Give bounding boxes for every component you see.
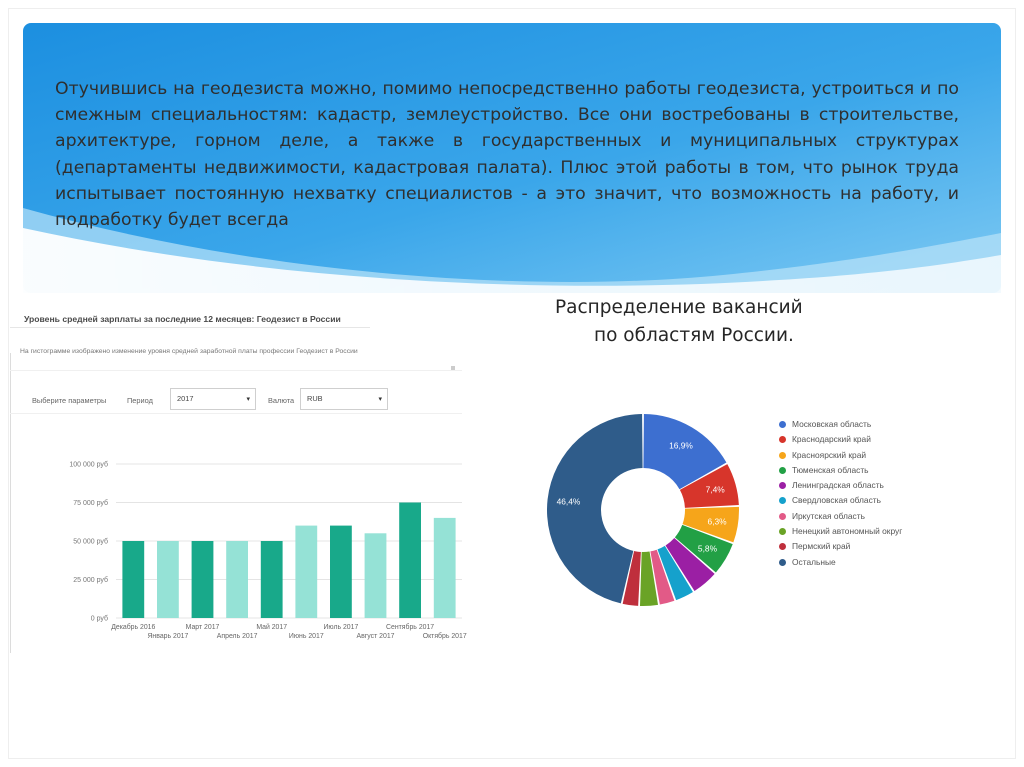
vacancy-chart-title	[555, 294, 855, 350]
vacancy-legend	[776, 419, 906, 572]
legend-label: Ненецкий автономный округ	[792, 526, 903, 537]
x-tick-label: Декабрь 2016	[111, 624, 156, 631]
slice-label: 46,4%	[556, 496, 581, 507]
salary-bar	[261, 541, 283, 618]
x-tick-label: Май 2017	[256, 624, 288, 631]
chevron-down-icon: ▾	[246, 396, 250, 403]
period-label: Период	[127, 396, 153, 405]
legend-item	[776, 480, 906, 491]
y-tick-label: 25 000 руб	[73, 577, 108, 584]
x-tick-label: Январь 2017	[147, 633, 189, 640]
salary-bar	[330, 526, 352, 618]
legend-label: Свердловская область	[792, 495, 881, 506]
x-tick-label: Апрель 2017	[216, 633, 258, 640]
salary-bar	[295, 526, 317, 618]
donut-slice	[547, 414, 643, 603]
legend-item	[776, 511, 906, 522]
y-tick-label: 50 000 руб	[73, 538, 108, 546]
x-tick-label: Октябрь 2017	[422, 633, 467, 640]
slice-label: 7,4%	[705, 484, 725, 495]
slice-label: 6,3%	[707, 516, 727, 527]
vacancy-title-line-2: по областям России.	[594, 325, 794, 346]
salary-bar	[226, 541, 248, 618]
legend-swatch	[779, 543, 786, 550]
slice-label: 16,9%	[669, 440, 693, 451]
currency-label: Валюта	[268, 396, 295, 405]
y-tick-label: 75 000 руб	[73, 500, 108, 507]
x-tick-label: Август 2017	[356, 633, 395, 640]
parameters-label: Выберите параметры	[32, 396, 107, 405]
legend-item	[776, 495, 906, 506]
legend-swatch	[779, 436, 786, 443]
salary-bar	[122, 541, 144, 618]
legend-label: Пермский край	[792, 541, 851, 552]
legend-swatch	[779, 482, 786, 489]
legend-label: Московская область	[792, 419, 872, 429]
salary-bar	[157, 541, 179, 618]
legend-item	[776, 450, 906, 461]
legend-item	[776, 526, 906, 537]
salary-chart-title: Уровень средней зарплаты за последние 12 месяцев: Геодезист в России	[24, 314, 341, 324]
salary-chart-panel	[10, 298, 467, 653]
salary-bar	[365, 533, 387, 618]
legend-swatch	[779, 452, 786, 459]
vacancy-donut-chart	[528, 400, 758, 630]
salary-bar-chart	[10, 298, 467, 653]
legend-label: Тюменская область	[792, 464, 869, 475]
legend-item	[776, 541, 906, 552]
y-tick-label: 100 000 руб	[69, 461, 108, 469]
legend-swatch	[779, 528, 786, 535]
intro-paragraph: Отучившись на геодезиста можно, помимо непосредственно работы геодезиста, устроиться и по смежным специальностям: кадастр, землеустройство. Все они востребованы в строительстве, архитектуре, горном деле, а также в государственных и муниципальных структурах (департаменты недвижимости, кадастровая палата). Плюс этой работы в том, что рынок труда испытывает постоянную нехватку специалистов - а это значит, что возможность на работу, и подработку будет всегда	[55, 79, 959, 231]
slice-label: 5,8%	[697, 543, 718, 554]
legend-swatch	[779, 513, 786, 520]
y-tick-label: 0 руб	[90, 615, 108, 623]
legend-swatch	[779, 467, 786, 474]
salary-bar	[192, 541, 214, 618]
legend-item	[776, 557, 906, 568]
x-tick-label: Июль 2017	[323, 624, 359, 631]
legend-swatch	[779, 559, 786, 566]
legend-label: Красноярский край	[792, 449, 867, 460]
salary-bar	[399, 503, 421, 619]
x-tick-label: Сентябрь 2017	[386, 624, 435, 631]
legend-item	[776, 434, 906, 445]
chevron-down-icon: ▾	[378, 396, 382, 403]
legend-swatch	[779, 421, 786, 428]
legend-item	[776, 419, 906, 430]
legend-label: Краснодарский край	[792, 434, 871, 445]
legend-label: Остальные	[792, 556, 836, 567]
currency-value: RUB	[307, 394, 323, 403]
legend-label: Иркутская область	[792, 510, 865, 521]
salary-chart-description: На гистограмме изображено изменение уровня средней заработной платы профессии Геодезист в России	[20, 348, 358, 355]
legend-item	[776, 465, 906, 476]
legend-label: Ленинградская область	[792, 480, 884, 491]
legend-swatch	[779, 497, 786, 504]
x-tick-label: Март 2017	[185, 624, 220, 631]
x-tick-label: Июнь 2017	[288, 633, 324, 640]
salary-bar	[434, 518, 456, 618]
vacancy-title-line-1: Распределение вакансий	[555, 297, 803, 318]
period-value: 2017	[177, 394, 194, 403]
